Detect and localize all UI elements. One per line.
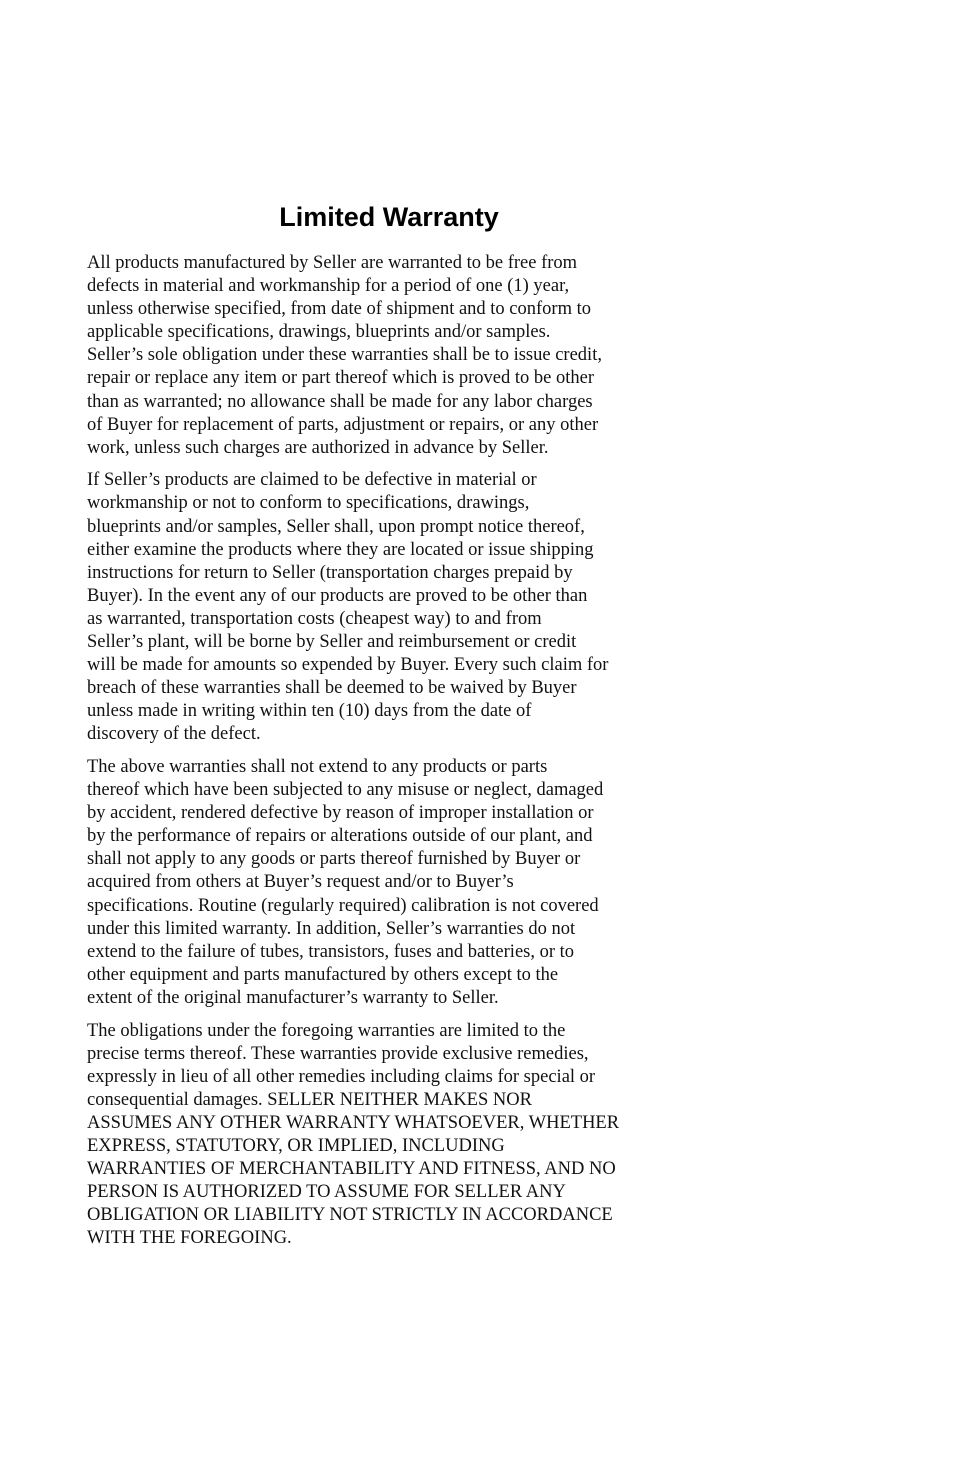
paragraph-exclusions: The above warranties shall not extend to any products or parts thereof which have been subjected to any misuse or neglect, damaged by accident, rendered defective by reason of improper installation or by the performance of repairs or alterations outside of our plant, and shall not apply to any goods or parts thereof furnished by Buyer or acquired from others at Buyer’s request and/or to Buyer’s specifications. Routine (regularly required) calibration is not covered under this limited warranty. In addition, Seller’s warranties do not extend to the failure of tubes, transistors, fuses and batteries, or to other equipment and parts manufactured by others except to the extent of the original manufacturer’s warranty to Seller. [87, 756, 604, 1008]
page-title: Limited Warranty [279, 202, 499, 232]
warranty-body [87, 252, 693, 1260]
paragraph-defect-claims: If Seller’s products are claimed to be defective in material or workmanship or not to conform to specifications, drawings, blueprints and/or samples, Seller shall, upon prompt notice thereof, either examine the products where they are located or issue shipping instructions for return to Seller (transportation charges prepaid by Buyer). In the event any of our products are proved to be other than as warranted, transportation costs (cheapest way) to and from Seller’s plant, will be borne by Seller and reimbursement or credit will be made for amounts so expended by Buyer. Every such claim for breach of these warranties shall be deemed to be waived by Buyer unless made in writing within ten (10) days from the date of discovery of the defect. [87, 470, 609, 745]
paragraph-warranty-terms: All products manufactured by Seller are warranted to be free from defects in material and workmanship for a period of one (1) year, unless otherwise specified, from date of shipment and to conform to applicable specifications, drawings, blueprints and/or samples. Seller’s sole obligation under these warranties shall be to issue credit, repair or replace any item or part thereof which is proved to be other than as warranted; no allowance shall be made for any labor charges of Buyer for replacement of parts, adjustment or repairs, or any other work, unless such charges are authorized in advance by Seller. [87, 253, 602, 458]
paragraph-limitations: The obligations under the foregoing warranties are limited to the precise terms thereof. These warranties provide exclusive remedies, expressly in lieu of all other remedies including claims for special or consequential damages. SELLER NEITHER MAKES NOR ASSUMES ANY OTHER WARRANTY WHATSOEVER, WHETHER EXPRESS, STATUTORY, OR IMPLIED, INCLUDING WARRANTIES OF MERCHANTABILITY AND FITNESS, AND NO PERSON IS AUTHORIZED TO ASSUME FOR SELLER ANY OBLIGATION OR LIABILITY NOT STRICTLY IN ACCORDANCE WITH THE FOREGOING. [87, 1020, 620, 1249]
